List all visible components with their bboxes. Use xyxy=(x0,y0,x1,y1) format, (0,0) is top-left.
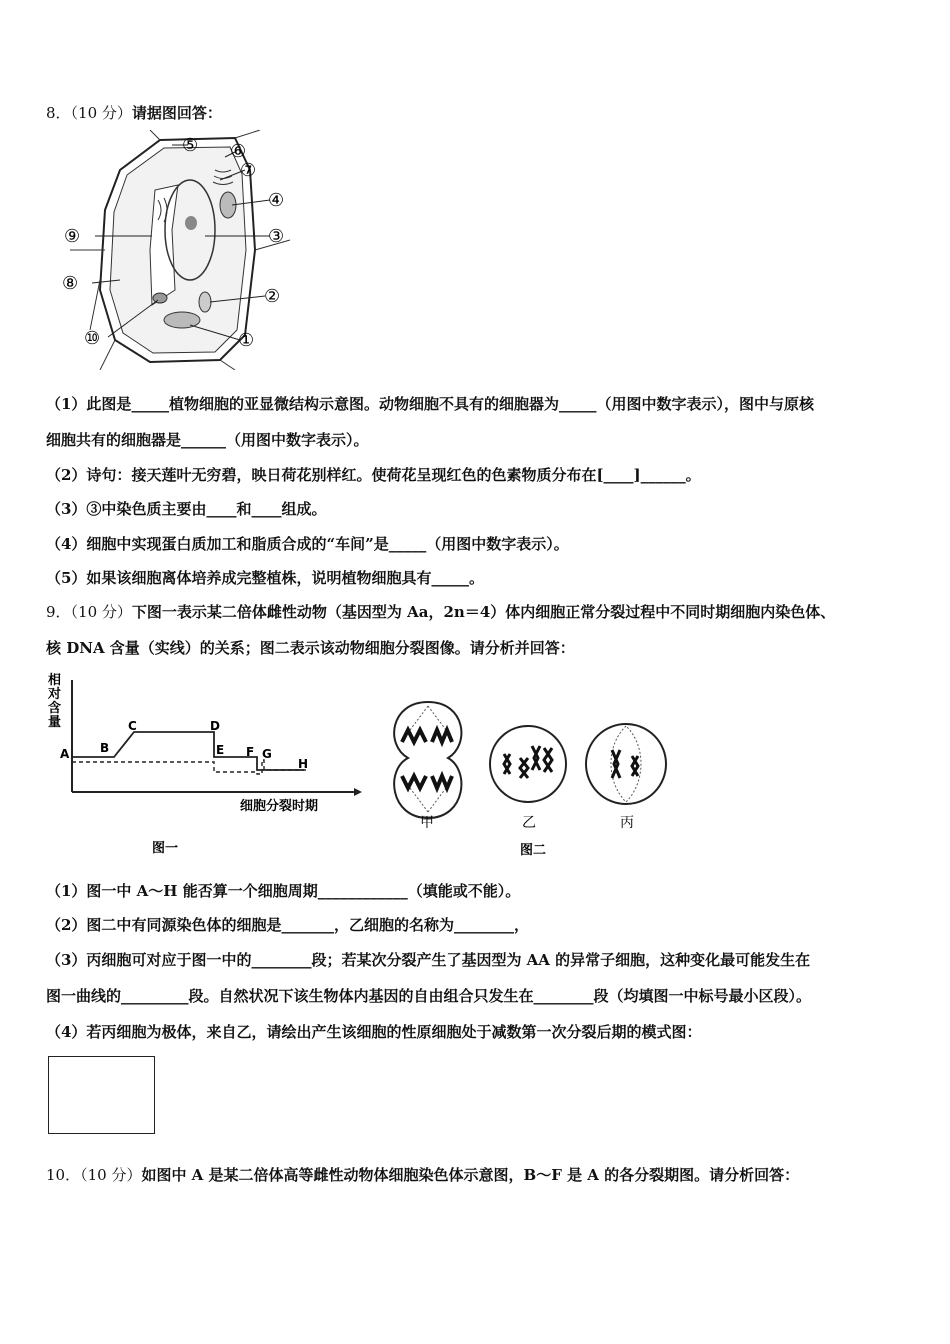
graph-point-a: A xyxy=(60,747,70,761)
q8-item-1a: （1）此图是_____植物细胞的亚显微结构示意图。动物细胞不具有的细胞器为_____（用图中数字表示），图中与原核 xyxy=(46,395,814,413)
cell-label-yi: 乙 xyxy=(522,815,536,831)
cell-label-10: ⑩ xyxy=(84,328,101,349)
figure-1-graph xyxy=(44,670,364,860)
figure-2-caption: 图二 xyxy=(520,843,547,858)
q8-item-1b: 细胞共有的细胞器是______（用图中数字表示）。 xyxy=(46,431,369,449)
graph-xlabel: 细胞分裂时期 xyxy=(240,799,319,814)
q9-intro-2: 核 DNA 含量（实线）的关系；图二表示该动物细胞分裂图像。请分析并回答： xyxy=(46,639,575,657)
graph-point-h: H xyxy=(298,757,309,771)
cell-label-2: ② xyxy=(264,286,281,307)
q8-heading xyxy=(46,103,222,123)
cell-label-1: ① xyxy=(238,330,255,351)
q10-text: 如图中 A 是某二倍体高等雌性动物体细胞染色体示意图，B～F 是 A 的各分裂期图。请分析回答： xyxy=(141,1166,800,1184)
cell-label-jia: 甲 xyxy=(420,815,434,831)
graph-ylabel-2: 对 xyxy=(48,687,62,702)
q9-item-3b: 图一曲线的_________段。自然状况下该生物体内基因的自由组合只发生在________段（均填图一中标号最小区段）。 xyxy=(46,987,812,1005)
figure-2-cells xyxy=(380,700,680,860)
q10-heading xyxy=(46,1165,799,1185)
cell-label-6: ⑥ xyxy=(230,141,247,162)
graph-point-f: F xyxy=(246,745,255,759)
cell-label-8: ⑧ xyxy=(62,273,79,294)
q8-item-2: （2）诗句：接天莲叶无穷碧，映日荷花别样红。使荷花呈现红色的色素物质分布在[____]______。 xyxy=(46,466,701,484)
q9-intro-1: 下图一表示某二倍体雌性动物（基因型为 Aa，2n＝4）体内细胞正常分裂过程中不同时期细胞内染色体、 xyxy=(131,603,836,621)
graph-ylabel-3: 含 xyxy=(48,701,62,716)
cell-label-3: ③ xyxy=(268,226,285,247)
graph-point-c: C xyxy=(128,719,137,733)
graph-point-d: D xyxy=(210,719,220,733)
q8-prompt: 请据图回答： xyxy=(131,104,222,122)
cell-label-5: ⑤ xyxy=(182,135,199,156)
graph-ylabel-4: 量 xyxy=(48,715,62,730)
q8-score: （10 分） xyxy=(70,104,132,122)
cell-label-9: ⑨ xyxy=(64,226,81,247)
plant-cell-diagram xyxy=(60,130,300,370)
q8-number: 8． xyxy=(46,104,71,122)
q8-item-3: （3）③中染色质主要由____和____组成。 xyxy=(46,500,327,518)
cell-label-7: ⑦ xyxy=(240,160,257,181)
graph-point-e: E xyxy=(216,743,225,757)
cell-label-4: ④ xyxy=(268,190,285,211)
q9-heading xyxy=(46,602,835,622)
cell-bing xyxy=(586,724,666,804)
q8-item-5: （5）如果该细胞离体培养成完整植株，说明植物细胞具有_____。 xyxy=(46,569,484,587)
answer-drawing-box[interactable] xyxy=(48,1056,155,1134)
q10-number: 10． xyxy=(46,1166,81,1184)
q8-item-4: （4）细胞中实现蛋白质加工和脂质合成的“车间”是_____（用图中数字表示）。 xyxy=(46,535,569,553)
cell-jia xyxy=(394,702,461,818)
cell-yi xyxy=(490,726,566,802)
q10-score: （10 分） xyxy=(80,1166,142,1184)
q9-score: （10 分） xyxy=(70,603,132,621)
q9-item-1: （1）图一中 A～H 能否算一个细胞周期____________（填能或不能）。 xyxy=(46,882,521,900)
q9-item-4: （4）若丙细胞为极体，来自乙，请绘出产生该细胞的性原细胞处于减数第一次分裂后期的模式图： xyxy=(46,1023,702,1041)
q9-item-2: （2）图二中有同源染色体的细胞是_______，乙细胞的名称为________， xyxy=(46,916,529,934)
q9-item-3a: （3）丙细胞可对应于图一中的________段；若某次分裂产生了基因型为 AA 的异常子细胞，这种变化最可能发生在 xyxy=(46,951,811,969)
graph-caption: 图一 xyxy=(152,841,179,856)
graph-ylabel-1: 相 xyxy=(48,673,62,688)
q9-number: 9． xyxy=(46,603,71,621)
cell-label-bing: 丙 xyxy=(620,815,634,831)
graph-point-b: B xyxy=(100,741,110,755)
graph-point-g: G xyxy=(262,747,272,761)
